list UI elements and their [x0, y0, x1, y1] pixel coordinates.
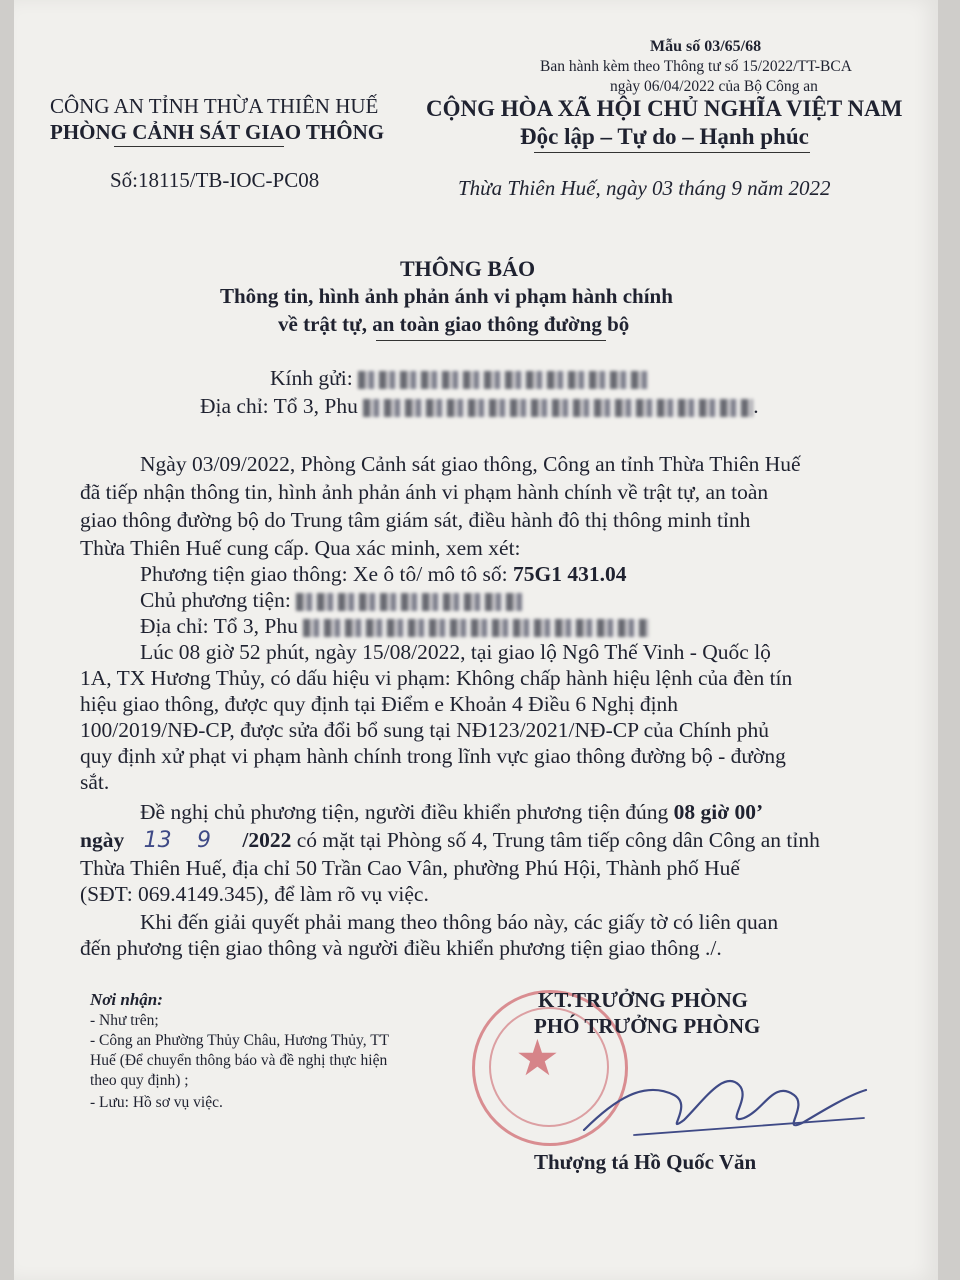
handwritten-day: 13 [143, 828, 172, 853]
owner-address-line [140, 614, 649, 639]
place-date: Thừa Thiên Huế, ngày 03 tháng 9 năm 2022 [458, 176, 831, 200]
body-line: hiệu giao thông, được quy định tại Điểm e Khoản 4 Điều 6 Nghị định [80, 692, 679, 716]
body-line: Thừa Thiên Huế, địa chỉ 50 Trần Cao Vân, phường Phú Hội, Thành phố Huế [80, 856, 740, 880]
redacted-owner-address [303, 619, 649, 637]
request-text: Đề nghị chủ phương tiện, người điều khiển phương tiện đúng [140, 800, 669, 824]
redacted-recipient [358, 371, 648, 389]
body-line: Lúc 08 giờ 52 phút, ngày 15/08/2022, tại giao lộ Ngô Thế Vinh - Quốc lộ [140, 640, 771, 664]
handwritten-month: 9 [196, 828, 211, 853]
vehicle-line [140, 562, 626, 587]
owner-line [140, 588, 522, 613]
signer-name: Thượng tá Hồ Quốc Văn [534, 1150, 757, 1174]
body-line: sắt. [80, 770, 110, 794]
vehicle-label: Phương tiện giao thông: Xe ô tô/ mô tô số: [140, 562, 508, 586]
redacted-owner [296, 593, 522, 611]
body-line: (SĐT: 069.4149.345), để làm rõ vụ việc. [80, 882, 429, 906]
country-name: CỘNG HÒA XÃ HỘI CHỦ NGHĨA VIỆT NAM [426, 96, 903, 121]
recipients-item: - Như trên; [90, 1012, 159, 1029]
recipient-label: Kính gửi: [270, 366, 353, 390]
signature-title-2: PHÓ TRƯỞNG PHÒNG [534, 1014, 761, 1038]
title-underline [376, 340, 606, 341]
body-line: Khi đến giải quyết phải mang theo thông báo này, các giấy tờ có liên quan [140, 910, 779, 934]
handwritten-signature [574, 1040, 874, 1150]
form-code: Mẫu số 03/65/68 [650, 38, 762, 55]
owner-address-label: Địa chỉ: Tổ 3, Phu [140, 614, 298, 638]
notice-subtitle-1: Thông tin, hình ảnh phản ánh vi phạm hành chính [220, 284, 673, 308]
owner-label: Chủ phương tiện: [140, 588, 291, 612]
request-line-1 [140, 800, 763, 825]
agency-name: PHÒNG CẢNH SÁT GIAO THÔNG [50, 120, 385, 144]
recipients-label: Nơi nhận: [90, 990, 163, 1009]
country-motto: Độc lập – Tự do – Hạnh phúc [520, 124, 809, 149]
body-line: 1A, TX Hương Thủy, có dấu hiệu vi phạm: Không chấp hành hiệu lệnh của đèn tín [80, 666, 793, 690]
star-icon: ★ [515, 1029, 560, 1087]
recipient-address-label: Địa chỉ: Tổ 3, Phu [200, 394, 358, 418]
request-day-label: ngày [80, 828, 125, 852]
agency-parent: CÔNG AN TỈNH THỪA THIÊN HUẾ [50, 94, 379, 118]
recipient-address-line: Địa chỉ: Tổ 3, Phu . [200, 394, 759, 418]
motto-underline [534, 152, 810, 153]
request-time: 08 giờ 00’ [673, 800, 764, 824]
document-number: Số:18115/TB-IOC-PC08 [110, 168, 320, 192]
request-text: có mặt tại Phòng số 4, Trung tâm tiếp công dân Công an tỉnh [296, 828, 820, 852]
recipients-item: - Lưu: Hồ sơ vụ việc. [90, 1094, 223, 1111]
form-issued-line-2: ngày 06/04/2022 của Bộ Công an [610, 78, 818, 95]
form-issued-line-1: Ban hành kèm theo Thông tư số 15/2022/TT-BCA [540, 58, 852, 75]
document-page [14, 0, 938, 1280]
recipients-item: - Công an Phường Thủy Châu, Hương Thủy, TT [90, 1032, 390, 1049]
body-line: giao thông đường bộ do Trung tâm giám sát, điều hành đô thị thông minh tỉnh [80, 508, 751, 532]
signature-title-1: KT.TRƯỞNG PHÒNG [538, 988, 748, 1012]
vehicle-plate: 75G1 431.04 [513, 562, 627, 586]
recipients-item: theo quy định) ; [90, 1072, 189, 1089]
body-line: quy định xử phạt vi phạm hành chính trong lĩnh vực giao thông đường bộ - đường [80, 744, 786, 768]
body-line: đã tiếp nhận thông tin, hình ảnh phản ánh vi phạm hành chính về trật tự, an toàn [80, 480, 769, 504]
body-line: 100/2019/NĐ-CP, được sửa đổi bổ sung tại NĐ123/2021/NĐ-CP của Chính phủ [80, 718, 770, 742]
notice-subtitle-2: về trật tự, an toàn giao thông đường bộ [278, 312, 630, 336]
body-line: Ngày 03/09/2022, Phòng Cảnh sát giao thông, Công an tỉnh Thừa Thiên Huế [140, 452, 801, 476]
body-line: đến phương tiện giao thông và người điều khiển phương tiện giao thông ./. [80, 936, 722, 960]
agency-underline [114, 146, 284, 147]
notice-title: THÔNG BÁO [400, 256, 536, 281]
request-line-2 [80, 828, 820, 853]
recipient-line [270, 366, 648, 391]
request-year: /2022 [242, 828, 292, 852]
redacted-recipient-address [363, 399, 753, 417]
body-line: Thừa Thiên Huế cung cấp. Qua xác minh, xem xét: [80, 536, 521, 560]
recipients-item: Huế (Để chuyển thông báo và đề nghị thực hiện [90, 1052, 388, 1069]
